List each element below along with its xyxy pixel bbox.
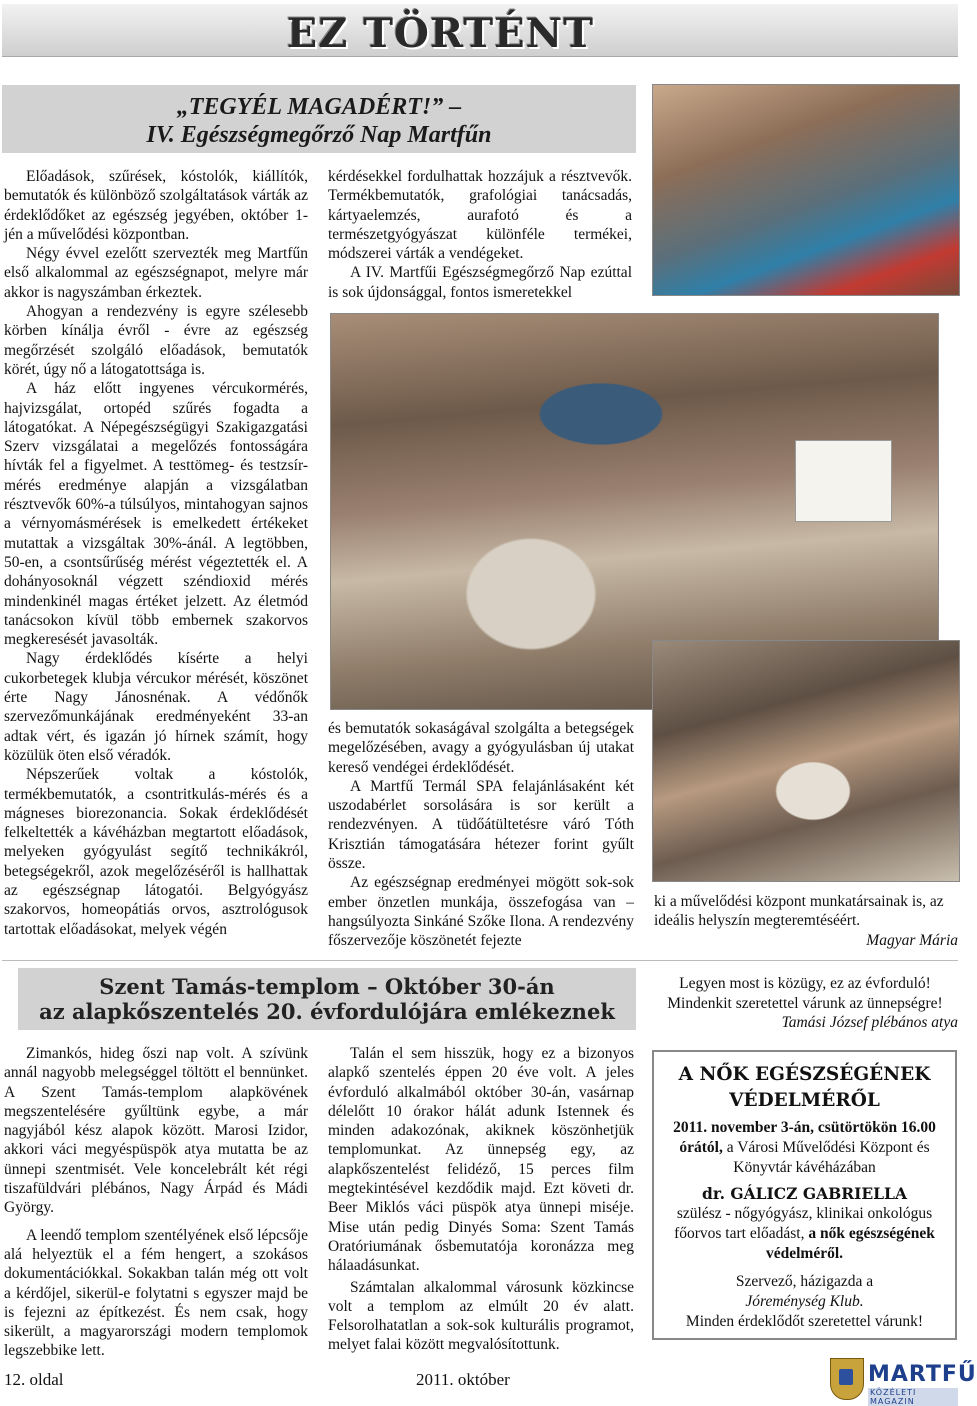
paragraph: Zimankós, hideg őszi nap volt. A szívünk annál nagyobb melegséggel töltött el bennünket. A Szent Tamás-templom alapkövének megszentelésére gyűltünk egybe, a már nagyjából kész alapok között. Marosi Izidor, akkori váci megyéspüspök atya mutatta be az ünnepi szentmisét. Vele koncelebrált két régi tiszafüldvári plébános, Nagy Árpád és Mádi György. [4, 1045, 308, 1217]
notice-when-where [662, 1118, 947, 1178]
event-photo-1 [652, 84, 960, 296]
paragraph: A ház előtt ingyenes vércukormérés, hajvizsgálat, ortopéd szűrés fogadta a látogatókat. A Népegészségügyi Szakigazgatási Szerv vizsgálatai a megelőzés fontosságára hívták fel a figyelmet. A testtömeg- és testzsír-mérés eredménye alapján a vizsgálatban résztvevők 60%-a túlsúlyos, mintahogyan sajnos a vérnyomásmérések is emelkedett értékeket mutattak a vizsgáltak 30%-ánál. A legtöbben, 50-en, a csontsűrűség mérést végeztették el. A dohányosoknál végzett széndioxid mérés mindenkinél magas értéket jelzett. Az életmód tanácsokon kívül több embernek szakorvos megkeresését javasolták. [4, 380, 308, 649]
paragraph: Számtalan alkalommal városunk közkincse volt a templom az elmúlt 20 év alatt. Felsorolhatatlan a sok-sok kulturális programot, melyet falai között megvalósítottunk. [328, 1278, 634, 1354]
article2-column2 [328, 1044, 634, 1355]
article-headline-box [2, 85, 636, 153]
notice-club: Jóreménység Klub. [745, 1293, 864, 1310]
article1-closing [654, 892, 958, 950]
event-photo-3 [652, 640, 960, 882]
logo-name: MARTFŰ [868, 1362, 977, 1387]
section-banner [2, 4, 958, 57]
issue-date: 2011. október [416, 1370, 510, 1389]
notice-organizer: Szervező, házigazda a [735, 1273, 874, 1290]
paragraph: Négy évvel ezelőtt szervezték meg Martfűn első alkalommal az egészségnapot, melyre már akkor is nagyszámban érkeztek. [4, 245, 308, 301]
paragraph: A IV. Martfűi Egészségmegőrző Nap ezúttal is sok újdonsággal, fontos ismeretekkel [328, 264, 632, 301]
article1-column2-bottom [328, 719, 634, 951]
closing-text: ki a művelődési központ munkatársainak is, az ideális helyszín megteremtéséért. [654, 893, 944, 930]
article2-headline-box [18, 968, 636, 1030]
invite-line2: Mindenkit szeretettel várunk az ünnepségre! [667, 994, 943, 1012]
notice-welcome: Minden érdeklődőt szeretettel várunk! [685, 1313, 924, 1330]
invitation [652, 974, 958, 1033]
paragraph: Népszerűek voltak a kóstolók, termékbemutatók, a csontritkulás-mérés és a mágneses biorezonancia. Sokak érdeklődését felkeltették a kávéházban megtartott előadások, melyeken gyógyulást segítő technikákról, betegségekről, azok megelőzéséről is hallhattak az egészségnap látogatói. Belgyógyász szakorvos, homeopátiás orvos, asztrológusok tartottak előadásokat, melyek végén [4, 766, 308, 938]
paragraph: A leendő templom szentélyének első lépcsője alá helyeztük el a fém hengert, a szokásos dokumentációkkal. Sokakban talán még ott volt a kérdőjel, sikerül-e folytatni s egyszer majd be is fejezni az építkezést. És nem csak, hogy sikerült, a magyarországi modern templomok legszebbike lett. [4, 1226, 308, 1360]
article1-column2-top [328, 167, 632, 302]
invite-line1: Legyen most is közügy, ez az évforduló! [679, 975, 931, 992]
article2-title-line1: Szent Tamás-templom – Október 30-án [99, 974, 555, 999]
article-title-line1: „TEGYÉL MAGADÉRT!” – [176, 94, 462, 120]
section-divider [2, 960, 958, 961]
notice-date: 2011. november 3-án, csütörtökön 16.00 órától, [673, 1119, 936, 1156]
article2-column1 [4, 1044, 308, 1361]
paragraph: Talán el sem hisszük, hogy ez a bizonyos alapkő szentelés éppen 20 éve volt. A jeles évforduló alkalmából október 30-án, vasárnap délelőtt 10 órakor hálát adunk Istennek és minden adakozónak, akiknek köszönhetjük templomunkat. Az ünnepség egy, az alapkőszentelést felidéző, 15 perces film megtekintésével kezdődik majd. Ezt követi dr. Beer Miklós váci püspök atya ünnepi miséje. Mise után pedig Dinyés Soma: Szent Tamás Oratóriumának ősbemutatója koronázza meg hálaadásunkat. [328, 1045, 634, 1275]
notice-venue: a Városi Művelődési Központ és Könyvtár kávéházában [726, 1139, 930, 1176]
article2-title-line2: az alapkőszentelés 20. évfordulójára emlékeznek [39, 999, 615, 1024]
signature: Tamási József plébános atya [781, 1014, 958, 1031]
article-title-line2: IV. Egészségmegőrző Nap Martfűn [146, 122, 492, 148]
crest-icon [830, 1358, 864, 1400]
paragraph: Ahogyan a rendezvény is egyre szélesebb körben kínálja évről - évre az egészség megőrzését szolgáló előadások, bemutatók körét, úgy nő a látogatottsága is. [4, 303, 308, 378]
notice-speaker: dr. GÁLICZ GABRIELLA [702, 1184, 907, 1203]
event-notice-box [652, 1050, 957, 1340]
notice-topic: a nők egészségének védelméről. [765, 1225, 935, 1262]
notice-speaker-line [662, 1204, 947, 1264]
paragraph: és bemutatók sokaságával szolgálta a betegségek megelőzésében, avagy a gyógyulásban új utakat kereső vendégei érdeklődését. [328, 720, 634, 776]
author: Magyar Mária [866, 931, 958, 949]
paragraph: Az egészségnap eredményei mögött sok-sok ember önzetlen munkája, összefogása van – hangsúlyozta Sinkáné Szőke Ilona. A rendezvény főszervezője köszönetét fejezte [328, 874, 634, 950]
page-number: 12. oldal [4, 1370, 64, 1389]
logo-subtitle: KÖZÉLETI MAGAZIN [868, 1388, 958, 1406]
article1-column1 [4, 167, 308, 939]
paragraph: kérdésekkel fordulhattak hozzájuk a résztvevők. Termékbemutatók, grafológiai tanácsadás, kártyaelemzés, aurafotó és a természetgyógyászat különféle termékei, módszerei várták a vendégeket. [328, 168, 632, 263]
section-title: EZ TÖRTÉNT [286, 10, 594, 57]
notice-title-line1: A NŐK EGÉSZSÉGÉNEK [678, 1064, 931, 1085]
paragraph: A Martfű Termál SPA felajánlásaként két uszodabérlet sorsolására is sor került a rendezvényen. A tüdőátültetésre váró Tóth Krisztián támogatására hétezer forint gyűlt össze. [328, 777, 634, 873]
magazine-logo [828, 1354, 977, 1406]
paragraph: Előadások, szűrések, kóstolók, kiállítók, bemutatók és különböző szolgáltatások várták az érdeklődőket az egészség jegyében, október 1-jén a művelődési központban. [4, 168, 308, 243]
notice-speaker-role: szülész - nőgyógyász, klinikai onkológus főorvos tart előadást, [674, 1205, 933, 1242]
banner-sign-in-photo [795, 440, 892, 522]
notice-title-line2: VÉDELMÉRŐL [729, 1090, 880, 1111]
paragraph: Nagy érdeklődés kísérte a helyi cukorbetegek klubja vércukor mérését, köszönet érte Nagy Jánosnénak. A védőnők szervezőmunkájának eredményeként 33-an adtak vért, és igazán jó hírnek számít, hogy közülük öten első véradók. [4, 650, 308, 764]
